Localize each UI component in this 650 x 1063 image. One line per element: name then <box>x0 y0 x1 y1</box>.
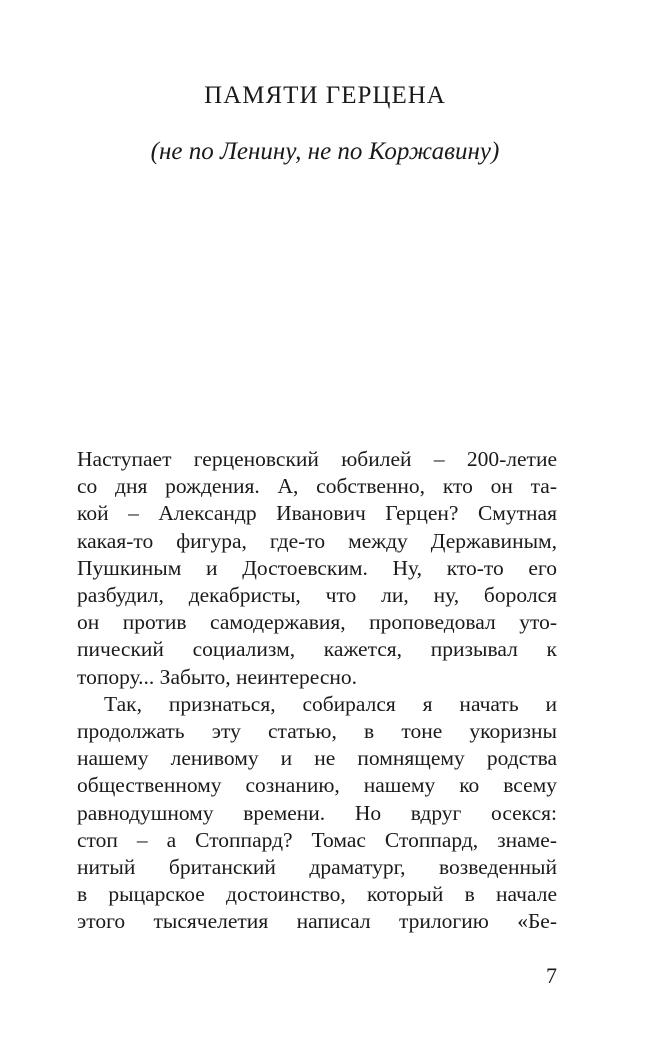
text-line: какая-то фигура, где-то между Державиным, <box>77 528 557 553</box>
text-line: нашему ленивому и не помнящему родства <box>77 746 557 771</box>
text-line: Наступает герценовский юбилей – 200-летие <box>77 447 557 471</box>
text-line: со дня рождения. А, собственно, кто он та- <box>77 474 557 499</box>
text-line: Так, признаться, собирался я начать и <box>104 691 557 716</box>
text-line: общественному сознанию, нашему ко всему <box>77 773 557 798</box>
text-line: он против самодержавия, проповедовал уто- <box>77 610 557 635</box>
text-line: нитый британский драматург, возведенный <box>77 855 557 880</box>
text-line: топору... Забыто, неинтересно. <box>77 664 357 689</box>
text-line: разбудил, декабристы, что ли, ну, боролся <box>77 583 557 608</box>
chapter-title: ПАМЯТИ ГЕРЦЕНА <box>204 82 446 109</box>
page-number: 7 <box>546 963 557 988</box>
paragraph-2 <box>77 691 557 936</box>
text-line: продолжать эту статью, в тоне укоризны <box>77 719 557 744</box>
text-line: стоп – а Стоппард? Томас Стоппард, знаме- <box>77 827 557 852</box>
text-line: в рыцарское достоинство, который в начале <box>77 882 557 907</box>
text-line: этого тысячелетия написал трилогию «Бе- <box>77 909 557 934</box>
text-line: кой – Александр Иванович Герцен? Смутная <box>77 501 557 526</box>
chapter-subtitle: (не по Ленину, не по Коржавину) <box>150 138 500 165</box>
paragraph-1 <box>77 446 557 691</box>
text-line: равнодушному времени. Но вдруг осекся: <box>77 800 557 825</box>
body-text <box>77 446 557 936</box>
text-line: Пушкиным и Достоевским. Ну, кто-то его <box>77 555 557 580</box>
text-line: пический социализм, кажется, призывал к <box>77 637 557 662</box>
